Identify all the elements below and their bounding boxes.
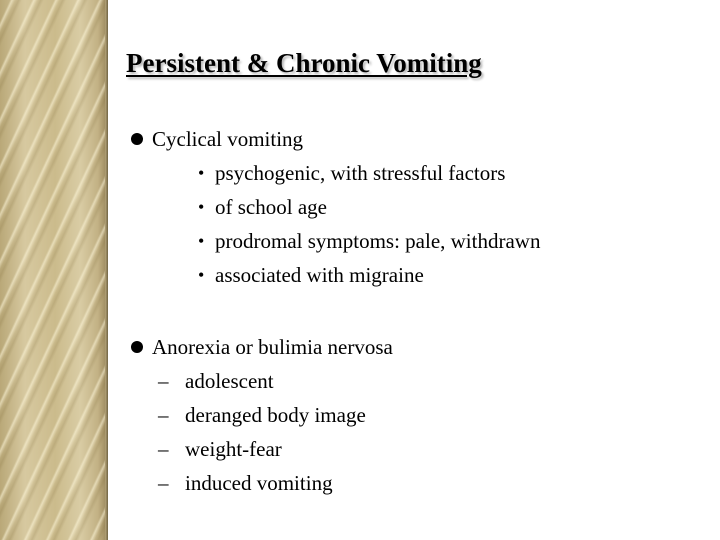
sub-item: induced vomiting: [185, 471, 333, 495]
sub-dash-marker: –: [158, 471, 169, 495]
sub-bullet-marker: •: [198, 265, 205, 285]
sub-item: associated with migraine: [215, 263, 424, 287]
sub-dash-marker: –: [158, 403, 169, 427]
sub-bullet-marker: •: [198, 197, 205, 217]
sub-item: of school age: [215, 195, 327, 219]
sub-item: weight-fear: [185, 437, 282, 461]
sub-dash-marker: –: [158, 437, 169, 461]
bullet-circle-icon: [130, 340, 144, 354]
sub-dash-marker: –: [158, 369, 169, 393]
slide-title: Persistent & Chronic Vomiting: [126, 48, 482, 78]
border-edge: [105, 0, 108, 540]
section-heading-cyclical-vomiting: Cyclical vomiting: [152, 127, 304, 151]
sub-item: adolescent: [185, 369, 274, 393]
sub-bullet-marker: •: [198, 231, 205, 251]
decorative-gold-border: [0, 0, 108, 540]
section-heading-anorexia-bulimia: Anorexia or bulimia nervosa: [152, 335, 393, 359]
bullet-circle-icon: [130, 132, 144, 146]
sub-item: deranged body image: [185, 403, 366, 427]
sub-item: psychogenic, with stressful factors: [215, 161, 506, 185]
sub-bullet-marker: •: [198, 163, 205, 183]
sub-item: prodromal symptoms: pale, withdrawn: [215, 229, 541, 253]
